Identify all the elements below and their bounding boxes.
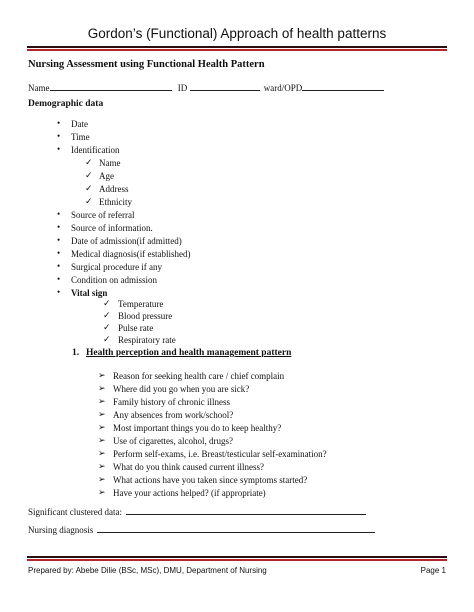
list-item: Condition on admission bbox=[71, 275, 158, 285]
significant-data-line bbox=[126, 506, 366, 515]
list-item: Medical diagnosis(if established) bbox=[71, 249, 191, 259]
list-item-time: Time bbox=[71, 132, 90, 142]
ward-label: ward/OPD bbox=[263, 83, 303, 93]
significant-data-label: Significant clustered data: bbox=[28, 507, 122, 517]
sub-item: Pulse rate bbox=[118, 323, 154, 333]
footer-prepared-by: Prepared by: Abebe Dilie (BSc, MSc), DMU, Department of Nursing bbox=[28, 566, 267, 575]
bullet-icon: • bbox=[57, 118, 61, 128]
document-title: Nursing Assessment using Functional Health Pattern bbox=[28, 59, 265, 70]
section-number: 1. bbox=[72, 348, 80, 358]
question-item: Any absences from work/school? bbox=[113, 410, 234, 420]
question-item: Reason for seeking health care / chief complain bbox=[113, 371, 285, 381]
bullet-icon: • bbox=[57, 274, 61, 284]
nursing-diagnosis-label: Nursing diagnosis bbox=[28, 525, 94, 535]
page-header-title: Gordon’s (Functional) Approach of health patterns bbox=[87, 26, 387, 41]
name-line bbox=[50, 81, 172, 91]
id-line bbox=[190, 81, 260, 91]
arrow-bullet-icon: ➢ bbox=[98, 487, 106, 497]
sub-item: Ethnicity bbox=[99, 197, 132, 207]
arrow-bullet-icon: ➢ bbox=[98, 474, 106, 484]
bullet-icon: • bbox=[57, 261, 61, 271]
check-icon: ✓ bbox=[103, 298, 111, 308]
sub-item: Name bbox=[99, 158, 121, 168]
question-item: Where did you go when you are sick? bbox=[113, 384, 250, 394]
check-icon: ✓ bbox=[103, 310, 111, 320]
arrow-bullet-icon: ➢ bbox=[98, 461, 106, 471]
arrow-bullet-icon: ➢ bbox=[98, 370, 106, 380]
question-item: What do you think caused current illness? bbox=[113, 462, 264, 472]
name-label: Name bbox=[28, 83, 50, 93]
check-icon: ✓ bbox=[103, 334, 111, 344]
nursing-diagnosis-line bbox=[97, 524, 375, 533]
bullet-icon: • bbox=[57, 144, 61, 154]
footer-rule bbox=[27, 556, 447, 561]
sub-item: Temperature bbox=[118, 299, 164, 309]
demographic-heading: Demographic data bbox=[28, 99, 104, 109]
arrow-bullet-icon: ➢ bbox=[98, 409, 106, 419]
sub-item: Age bbox=[99, 171, 114, 181]
arrow-bullet-icon: ➢ bbox=[98, 383, 106, 393]
bullet-icon: • bbox=[57, 235, 61, 245]
sub-item: Blood pressure bbox=[118, 311, 173, 321]
bullet-icon: • bbox=[57, 222, 61, 232]
section-title: Health perception and health management pattern bbox=[86, 348, 292, 358]
bullet-icon: • bbox=[57, 209, 61, 219]
arrow-bullet-icon: ➢ bbox=[98, 422, 106, 432]
id-label: ID bbox=[177, 83, 188, 93]
header-rule bbox=[27, 46, 447, 51]
question-item: Most important things you do to keep healthy? bbox=[113, 423, 282, 433]
question-item: Perform self-exams, i.e. Breast/testicular self-examination? bbox=[113, 449, 327, 459]
question-item: Family history of chronic illness bbox=[113, 397, 230, 407]
list-item: Source of referral bbox=[71, 210, 135, 220]
list-item: Date of admission(if admitted) bbox=[71, 236, 182, 246]
bullet-icon: • bbox=[57, 248, 61, 258]
sub-item: Respiratory rate bbox=[118, 335, 176, 345]
ward-line bbox=[302, 81, 384, 91]
list-item-vital-sign: Vital sign bbox=[71, 288, 108, 298]
bullet-icon: • bbox=[57, 287, 61, 297]
question-item: Use of cigarettes, alcohol, drugs? bbox=[113, 436, 233, 446]
bullet-icon: • bbox=[57, 131, 61, 141]
sub-item: Address bbox=[99, 184, 129, 194]
patient-fields-row bbox=[28, 81, 384, 93]
check-icon: ✓ bbox=[85, 170, 93, 180]
list-item-date: Date bbox=[71, 119, 88, 129]
arrow-bullet-icon: ➢ bbox=[98, 448, 106, 458]
significant-data-row bbox=[28, 506, 366, 517]
check-icon: ✓ bbox=[85, 183, 93, 193]
list-item: Surgical procedure if any bbox=[71, 262, 163, 272]
check-icon: ✓ bbox=[85, 196, 93, 206]
question-item: Have your actions helped? (if appropriate) bbox=[113, 488, 266, 498]
question-item: What actions have you taken since symptoms started? bbox=[113, 475, 308, 485]
arrow-bullet-icon: ➢ bbox=[98, 396, 106, 406]
list-item-identification: Identification bbox=[71, 145, 120, 155]
list-item: Source of information. bbox=[71, 223, 153, 233]
check-icon: ✓ bbox=[103, 322, 111, 332]
footer-page-number: Page 1 bbox=[420, 566, 446, 575]
arrow-bullet-icon: ➢ bbox=[98, 435, 106, 445]
nursing-diagnosis-row bbox=[28, 524, 375, 535]
check-icon: ✓ bbox=[85, 157, 93, 167]
